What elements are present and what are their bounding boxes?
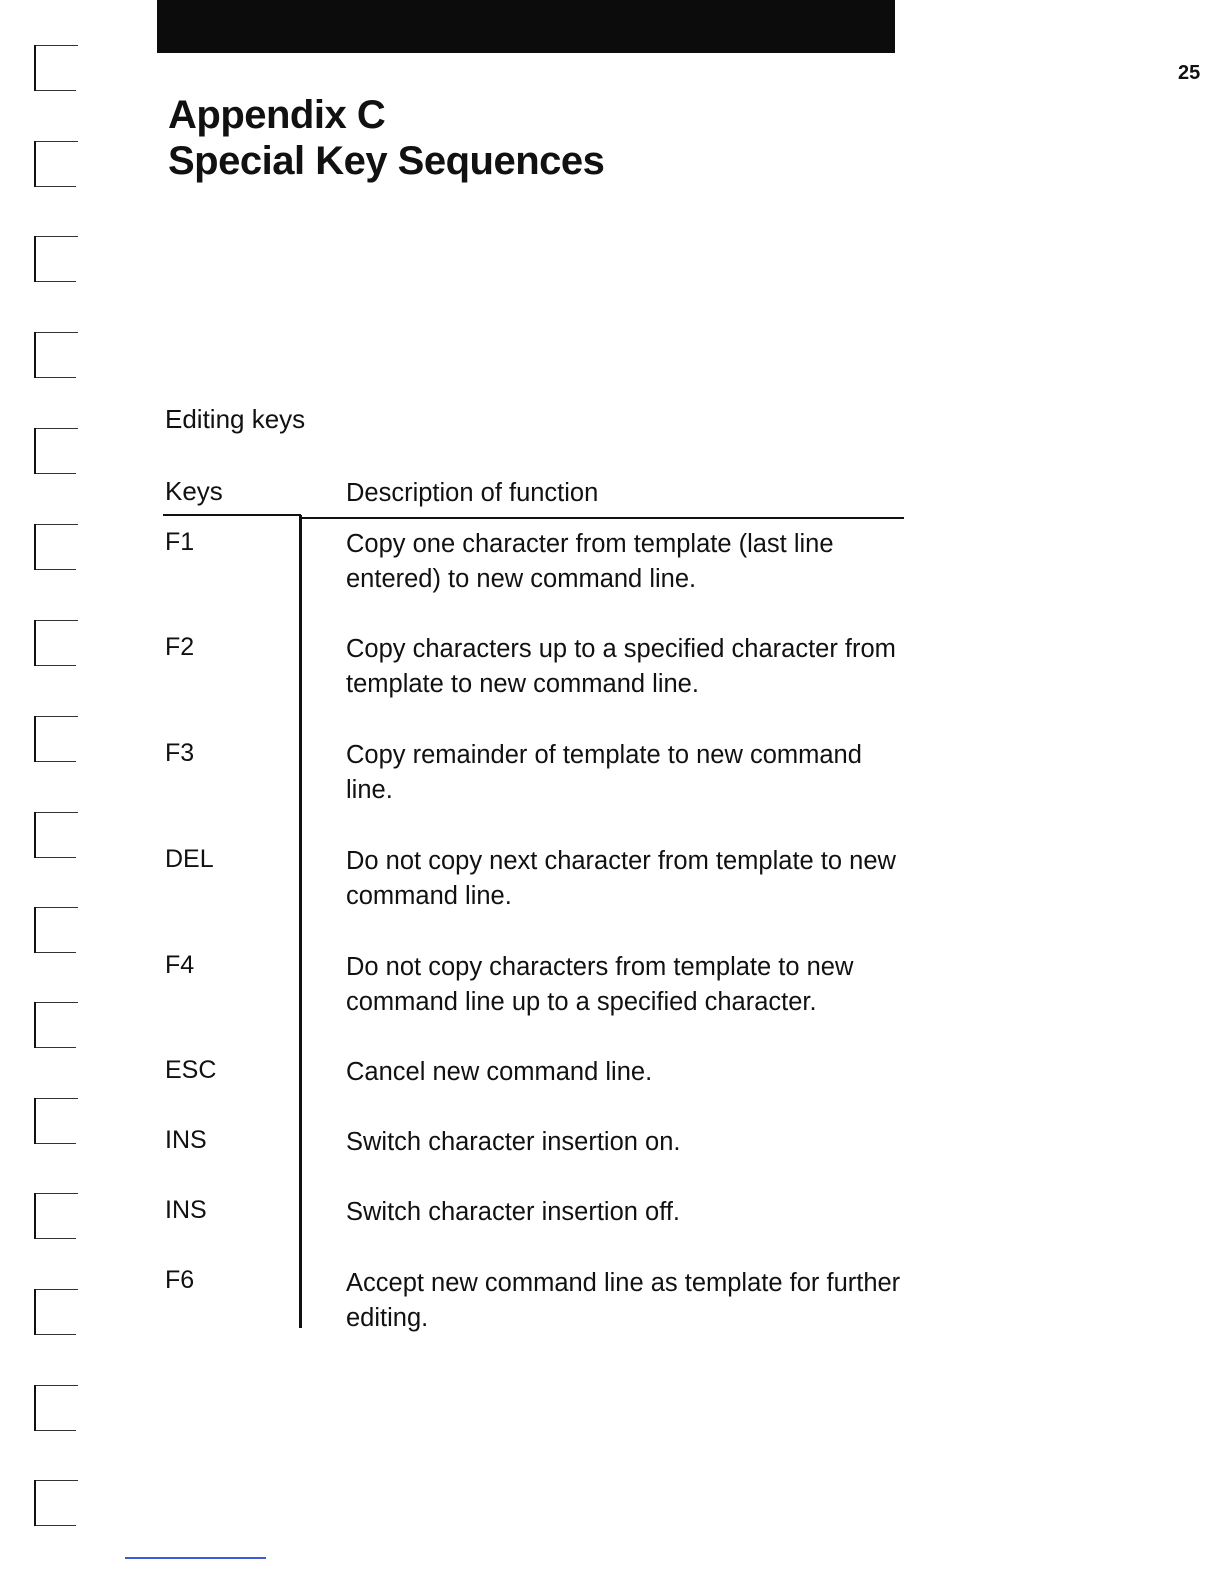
table-row-key: F2 bbox=[165, 633, 195, 661]
table-row-key: F1 bbox=[165, 528, 195, 556]
table-row-key: F6 bbox=[165, 1266, 195, 1294]
binder-ring-icon bbox=[34, 1385, 80, 1431]
footer-rule bbox=[125, 1557, 266, 1559]
binder-ring-icon bbox=[34, 141, 80, 187]
header-rule-right bbox=[300, 517, 904, 519]
table-row-key: INS bbox=[165, 1126, 207, 1154]
binder-ring-icon bbox=[34, 620, 80, 666]
table-row-description: Copy one character from template (last line entered) to new command line. bbox=[346, 530, 834, 593]
column-header-description: Description of function bbox=[346, 479, 599, 507]
binder-ring-icon bbox=[34, 1098, 80, 1144]
binder-ring-icon bbox=[34, 45, 80, 91]
table-row-key: DEL bbox=[165, 845, 214, 873]
table-row-key: F3 bbox=[165, 739, 195, 767]
binder-rings bbox=[30, 0, 82, 1584]
table-row-description: Copy characters up to a specified character from template to new command line. bbox=[346, 635, 896, 698]
binder-ring-icon bbox=[34, 428, 80, 474]
table-row-description: Do not copy next character from template to new command line. bbox=[346, 847, 896, 910]
binder-ring-icon bbox=[34, 812, 80, 858]
binder-ring-icon bbox=[34, 1480, 80, 1526]
binder-ring-icon bbox=[34, 332, 80, 378]
table-row-key: ESC bbox=[165, 1056, 217, 1084]
table-row-description: Copy remainder of template to new command line. bbox=[346, 741, 862, 804]
table-row-description: Switch character insertion on. bbox=[346, 1128, 681, 1156]
table-row-description: Do not copy characters from template to new command line up to a specified character. bbox=[346, 953, 854, 1016]
binder-ring-icon bbox=[34, 1289, 80, 1335]
title-line-2: Special Key Sequences bbox=[168, 139, 605, 183]
table-row-description: Switch character insertion off. bbox=[346, 1198, 681, 1226]
table-row-key: INS bbox=[165, 1196, 207, 1224]
binder-ring-icon bbox=[34, 236, 80, 282]
binder-ring-icon bbox=[34, 524, 80, 570]
header-bar bbox=[157, 0, 895, 53]
table-row-description: Accept new command line as template for further editing. bbox=[346, 1269, 901, 1332]
header-rule-left bbox=[163, 514, 301, 516]
column-header-keys: Keys bbox=[165, 476, 223, 506]
binder-ring-icon bbox=[34, 907, 80, 953]
page-title bbox=[168, 92, 604, 184]
table-row-description: Cancel new command line. bbox=[346, 1058, 653, 1086]
binder-ring-icon bbox=[34, 1193, 80, 1239]
title-line-1: Appendix C bbox=[168, 93, 386, 137]
page-number: 25 bbox=[1178, 62, 1201, 84]
column-divider bbox=[299, 515, 302, 1328]
binder-ring-icon bbox=[34, 1002, 80, 1048]
section-label: Editing keys bbox=[165, 404, 306, 434]
table-row-key: F4 bbox=[165, 951, 195, 979]
binder-ring-icon bbox=[34, 716, 80, 762]
